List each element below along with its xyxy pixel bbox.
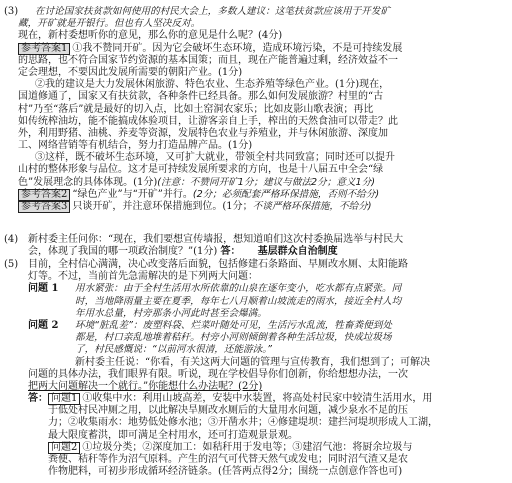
problem-text: 环境“脏乱差”：废塑料袋、烂菜叶随处可见，生活污水乱流，牲畜粪便到处 — [75, 319, 392, 331]
answer-text: ③这样，既不破坏生态环境，又可扩大就业，带领全村共同致富；同时还可以提升 — [35, 152, 395, 164]
answer-text: 力；②收集雨水：地势低处修水池；③开凿水井；④修建堤坝：建拦河堤坝形成人工湖， — [48, 417, 438, 429]
question-number: (4) — [4, 234, 19, 245]
problem-text: 用水紧张：由于全村生活用水所依靠的山泉在逐年变小，吃水都有点紧张。同 — [75, 283, 402, 295]
answer-text: 定会理想，不要因此发展所需要的朝阳产业。(1分) — [18, 66, 243, 78]
question-3 — [0, 6, 512, 213]
answer-label: 答： — [220, 246, 241, 258]
answer-text: 最大限度蓄洪，即可满足全村用水，还可打造观景景观。 — [48, 429, 298, 441]
problem-text: 都是，村口亲乱地堆着秸秆。村旁小河则倾倒着各种生活垃圾，快成垃圾场 — [75, 332, 392, 344]
answer-text: ②我的建议是大力发展休闲旅游、特色农业、生态养殖等绿色产业。(1分)现在， — [35, 79, 390, 91]
grading-note: 不谈严格环保措施，不给分) — [252, 201, 372, 212]
question-prompt: 藏，开矿就是开银行。但也有人坚决反对。 — [18, 18, 201, 30]
reference-answer-tag: 参考答案2 — [18, 189, 70, 201]
problem-text: 年用水总量，村旁那条小河此时甚至会爆满。 — [75, 307, 267, 319]
question-prompt: 会，体现了我国的哪一项政治制度？”(1分) — [28, 246, 218, 258]
answer-text: ①收集中水：利用山坡高差，安装中水装置，将高处村民家中较清生活用水，用 — [82, 393, 433, 405]
answer-text: 村”乃至“落后”就是最好的切入点，比如土窑洞农家乐；比如皮影山歌表演；再比 — [18, 103, 374, 115]
question-prompt: 目前，全村信心满满，决心改变落后面貌，包括修建石条路面、早厕改水厕、太阳能路 — [28, 259, 408, 270]
answer-text: ①垃圾分类；②深度加工：如秸秆用于发电等；③建沼气池：将厨余垃圾与 — [82, 441, 413, 453]
solution-tag: 问题1 — [48, 393, 80, 405]
answer-text: 如传统榨油坊，能不能搞成体验项目，让游客亲自上手，榨出的天然食油可以带走？此 — [18, 115, 398, 127]
reference-answer-tag: 参考答案3 — [18, 201, 70, 213]
answer-text: 只谈开矿，并注意环保措施到位。(1分； — [72, 201, 253, 212]
answer-text: 作物肥料，可初步形成循环经济链条。(任答两点得2分；围绕一点创意作答也可) — [48, 466, 403, 478]
question-number: (5) — [4, 259, 19, 270]
reference-answer-tag: 参考答案1 — [18, 43, 70, 55]
question-number: (3) — [4, 6, 19, 17]
answer-text: 的思路，也不符合国家节约资源的基本国策；而且，现在产能普遍过剩，经济效益不一 — [18, 54, 398, 66]
question-5 — [0, 259, 512, 478]
problem-label: 问题 2 — [28, 319, 59, 331]
problem-text: 了，村民感慨说：“以前河水很清，还能游泳。” — [75, 344, 273, 356]
solution-tag: 问题2 — [48, 442, 80, 454]
answer-text: 粪便、秸秆等作为沼气原料。产生的沼气可代替天然气或发电；同时沼气渣又是农 — [48, 454, 408, 465]
problem-label: 问题 1 — [28, 283, 59, 295]
grading-note: (注意：不赞同开矿1分；建议与做法2分；意义1分) — [157, 176, 375, 188]
answer-text: 色”发展理念的具体体现。(1分) — [18, 176, 158, 188]
problem-text: 时，当地降雨量主要在夏季，每年七八月顺着山坡流走的雨水，接近全村人均 — [75, 295, 402, 307]
answer-text: 工、网络营销等有机结合，努力打造品牌产品。(1分) — [18, 140, 253, 152]
question-prompt: 问题的具体办法，我们眼界有限。听说，现在学校倡导你们创新，你给想想办法，一次 — [28, 368, 408, 380]
question-4 — [0, 234, 512, 258]
answer-text: 国道修通了，国家又有扶贫款，各种条件已经具备。那么如何发展旅游？村里的“古 — [18, 91, 384, 103]
answer-text: 外，利用野猪、油桃、养麦等资源，发展特色农业与养殖业，并与休闲旅游、深度加 — [18, 127, 388, 139]
question-prompt: 在讨论国家扶贫款如何使用的村民大会上，多数人建议：这笔扶贫款应该用于开发矿 — [35, 6, 390, 17]
answer-text: 山村的整体形象与品位。这才是可持续发展所要求的方向，也是十八届五中全会“绿 — [18, 164, 384, 176]
answer-text: “绿色产业”与“开矿”并行。 — [72, 188, 193, 200]
question-prompt: 灯等。不过，当前首先急需解决的是下列两大问题： — [28, 271, 258, 283]
question-prompt: 把两大问题解决一个就行。”你能想什么办法呢？(2分) — [28, 380, 263, 392]
question-ask: 现在，新村委想听你的意见，那么你的意见是什么呢？(4分) — [18, 30, 283, 42]
answer-text: 基层群众自治制度 — [257, 246, 338, 258]
question-prompt: 新村委主任问你：“现在，我们要想宣传墙报，想知道咱们这次村委换届选举与村民大 — [28, 234, 404, 245]
answer-text: 于低处村民冲厕之用，以此解决旱厕改水厕后的大量用水问题，减少泉水不足的压 — [48, 405, 408, 417]
answer-text: ①我不赞同开矿。因为它会破坏生态环境，造成环境污染，不是可持续发展 — [72, 42, 403, 54]
answer-label: 答： — [28, 393, 48, 405]
question-prompt: 新村委主任说：“你看，有关这两大问题的管理与宣传教育，我们想到了；可解决 — [75, 356, 431, 368]
grading-note: (2分；必须配套严格环保措施，否则不给分) — [192, 188, 380, 200]
